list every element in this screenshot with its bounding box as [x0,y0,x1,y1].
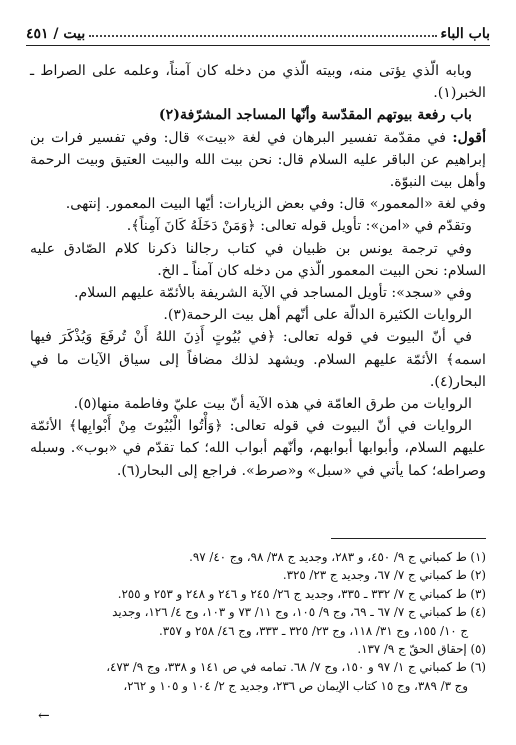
section-heading [30,104,486,126]
footnote-divider [331,538,486,539]
continue-arrow-icon: ← [38,708,50,724]
paragraph [30,127,486,194]
running-header [26,20,490,42]
footnote-continuation: وج ٣/ ٣٨٩، وج ١٥ كتاب الإيمان ص ٢٣٦، وجديد ج ٢/ ١٠٤ و ١٠٥ و ٢٦٢، [123,678,468,693]
footnote-ref: (٢) [158,107,180,124]
chapter-title: باب الباء [440,26,490,42]
footnote-ref: (٦) [121,462,141,479]
paragraph-text: وفي «سجد»: تأويل المساجد في الآية الشريفة بالأئمّة عليهم السلام. [73,285,472,302]
header-leader-dots [89,35,436,37]
footnote-continuation: ج ١٠/ ١٥٥، وج ٣١/ ١١٨، وج ٢٣/ ٣٢٥ ـ ٣٣٣، وج ٤٦/ ٢٥٨ و ٣٥٧. [159,623,468,638]
footnote-ref: (٥) [78,396,97,413]
footnote: (٣) ط كمباني ج ٧/ ٣٣٢ ـ ٣٣٥، وجديد ج ٢٦/ ٢٤٥ و ٢٤٦ و ٢٤٨ و ٢٥٣ و ٢٥٥. [117,586,486,601]
footnote: (١) ط كمباني ج ٩/ ٤٥٠، و ٢٨٣، وجديد ج ٣٨/ ٩٨، وج ٤٠/ ٩٧. [189,550,486,564]
paragraph: الروايات الكثيرة الدالّة على أنّهم أهل بيت الرحمة(٣). [163,307,472,324]
header-divider [26,45,490,46]
footnote: (٤) ط كمباني ج ٧/ ٦٧ ـ ٦٩، وج ٩/ ١٠٥، وج ١١/ ٧٣ و ١٠٣، وج ٤/ ١٢٦، وجديد [112,605,486,620]
paragraph-text: في أنّ البيوت في قوله تعالى: ﴿في بُيُوتٍ أَذِنَ اللهُ أَنْ تُرفَعَ وَيُذْكَرَ فيها اسمه﴾ الأئمّة عليهم السلام. ويشهد لذلك مضافاً إلى سياق الآيات ما في البحار [30,329,486,390]
paragraph-text: الروايات الكثيرة الدالّة على أنّهم أهل بيت الرحمة [186,307,472,324]
footnote: (٢) ط كمباني ج ٧/ ٦٧، وجديد ج ٢٣/ ٣٢٥. [282,568,486,583]
footnote-ref: (١) [437,85,457,102]
paragraph-text: وفي ترجمة يونس بن ظبيان في كتاب رجالنا ذكرنا كلام الصّادق عليه السلام: نحن البيت المعمور الّذي من دخله كان آمناً ـ الخ. [30,240,486,279]
footnote: (٦) ط كمباني ج ١/ ٩٧ و ١٥٠، وج ٧/ ٦٨. تمامه في ص ١٤١ و ٣٣٨، وج ٩/ ٤٧٣، [106,660,486,675]
paragraph-text: الروايات في أنّ البيوت في قوله تعالى: ﴿وَأْتُوا الْبُيُوتَ مِنْ أَبْوابِها﴾ الأئمّة عليهم السلام، وأبوابها أبوابهم، وأنّهم أبواب الله؛ كما تقدّم في «بوب». وسبله وصراطه؛ كما يأتي في «سبل» و«صرط». فراجع إلى البحار [30,418,486,479]
paragraph [30,193,486,215]
footnotes [28,548,486,695]
paragraph [30,238,486,282]
paragraph: في أنّ البيوت في قوله تعالى: ﴿في بُيُوتٍ أَذِنَ اللهُ أَنْ تُرفَعَ وَيُذْكَرَ فيها اسمه﴾ الأئمّة عليهم السلام. ويشهد لذلك مضافاً إلى سياق الآيات ما في البحار(٤). [30,329,486,390]
paragraph-text: وبابه الّذي يؤتى منه، وبيته الّذي من دخله كان آمناً، وعلمه على الصراط ـ الخبر [30,63,486,102]
paragraph: الروايات من طرق العامّة في هذه الآية أنّ بيت عليّ وفاطمة منها(٥). [73,396,472,413]
main-text [30,60,486,482]
paragraph-text: وتقدّم في «امن»: تأويل قوله تعالى: ﴿وَمَنْ دَخَلَهُ كَانَ آمِناً﴾. [126,218,472,235]
section-heading-text: باب رفعة بيوتهم المقدّسة وأنّها المساجد المشرّفة [179,107,472,124]
page-reference: بيت / ٤٥١ [26,26,86,42]
paragraph-text: وفي لغة «المعمور» قال: وفي بعض الزيارات: أيّها البيت المعمور. إنتهى. [65,196,486,213]
lead-word: أقول: [452,129,487,146]
footnote-ref: (٣) [167,307,187,324]
paragraph-text: الروايات من طرق العامّة في هذه الآية أنّ بيت عليّ وفاطمة منها [96,396,472,413]
paragraph: الروايات في أنّ البيوت في قوله تعالى: ﴿وَأْتُوا الْبُيُوتَ مِنْ أَبْوابِها﴾ الأئمّة عليهم السلام، وأبوابها أبوابهم، وأنّهم أبواب الله؛ كما تقدّم في «بوب». وسبله وصراطه؛ كما يأتي في «سبل» و«صرط». فراجع إلى البحار(٦). [30,418,486,479]
paragraph [30,282,486,304]
paragraph [30,215,486,237]
footnote: (٥) إحقاق الحقّ ج ٩/ ١٣٧. [357,642,486,657]
footnote-ref: (٤) [434,373,454,390]
paragraph-text: في مقدّمة تفسير البرهان في لغة «بيت» قال: وفي تفسير فرات بن إبراهيم عن الباقر عليه السلام قال: نحن بيت الله والبيت العتيق وبيت الرحمة وأهل بيت النبوّة. [30,129,486,191]
paragraph: وبابه الّذي يؤتى منه، وبيته الّذي من دخله كان آمناً، وعلمه على الصراط ـ الخبر(١). [30,63,486,102]
